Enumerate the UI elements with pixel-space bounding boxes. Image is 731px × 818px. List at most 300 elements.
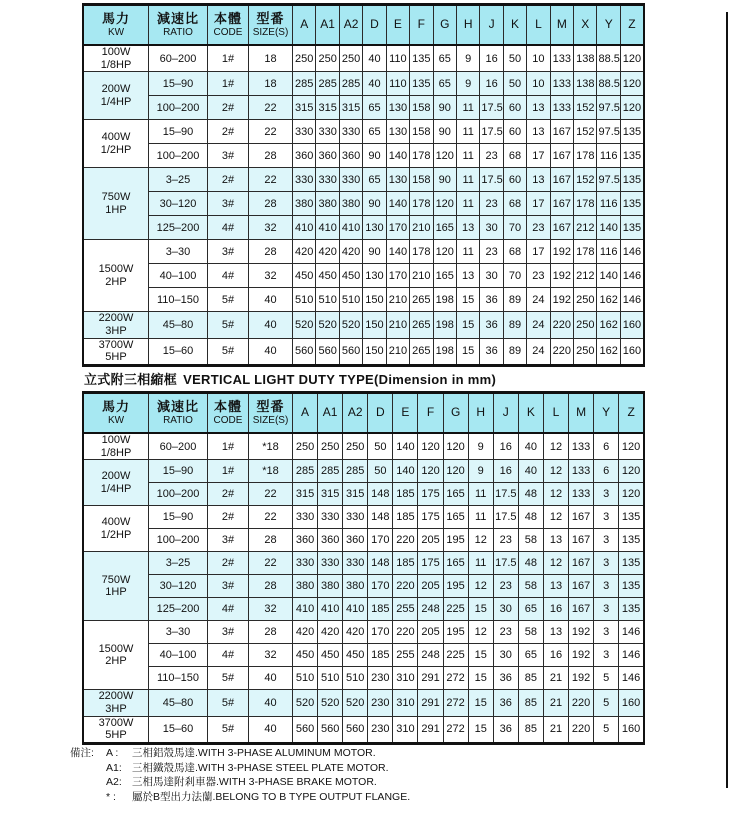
dimension-cell: 133 xyxy=(569,433,594,460)
dimension-cell: 135 xyxy=(619,598,644,621)
dimension-cell: 48 xyxy=(518,483,543,506)
motor-watt: 750W xyxy=(101,191,131,204)
column-header-en: SIZE(S) xyxy=(252,27,289,39)
code-cell: 3# xyxy=(208,240,249,264)
ratio-cell: 3–30 xyxy=(149,621,208,644)
dimension-cell: 146 xyxy=(620,240,644,264)
motor-power-cell xyxy=(83,433,149,460)
dimension-cell: 15 xyxy=(468,716,493,743)
dimension-cell: 12 xyxy=(468,529,493,552)
dimension-cell: 560 xyxy=(318,716,343,743)
dimension-cell: 3 xyxy=(594,529,619,552)
dimension-cell: 58 xyxy=(518,575,543,598)
column-header-en: SIZE(S) xyxy=(252,415,289,427)
dimension-cell: 90 xyxy=(363,144,386,168)
dimension-cell: 520 xyxy=(293,312,316,338)
dimension-cell: 138 xyxy=(574,72,597,96)
dimension-cell: 120 xyxy=(619,483,644,506)
dimension-cell: 210 xyxy=(410,264,433,288)
motor-hp: 1/2HP xyxy=(100,143,132,156)
dimension-cell: 9 xyxy=(456,45,479,72)
dimension-cell: 330 xyxy=(318,552,343,575)
dimension-cell: 21 xyxy=(543,690,568,716)
note-line xyxy=(70,761,410,776)
dimension-cell: 120 xyxy=(620,45,644,72)
dimension-cell: 11 xyxy=(456,96,479,120)
dimension-cell: 36 xyxy=(480,338,503,365)
note-text: 三相鐵殼馬達.WITH 3-PHASE STEEL PLATE MOTOR. xyxy=(132,761,389,774)
dimension-cell: 15 xyxy=(468,644,493,667)
ratio-cell: 100–200 xyxy=(149,144,208,168)
dimension-cell: 510 xyxy=(343,667,368,690)
table-row xyxy=(83,483,644,506)
dimension-cell: 165 xyxy=(443,483,468,506)
dimension-cell: 170 xyxy=(386,264,409,288)
dimension-cell: 65 xyxy=(518,644,543,667)
dimension-cell: 65 xyxy=(363,96,386,120)
dimension-cell: 11 xyxy=(468,506,493,529)
dimension-cell: 330 xyxy=(293,552,318,575)
dimension-cell: 185 xyxy=(368,598,393,621)
table-row xyxy=(83,433,644,460)
dimension-cell: 13 xyxy=(456,216,479,240)
dimension-cell: 120 xyxy=(433,192,456,216)
dimension-cell: 178 xyxy=(574,192,597,216)
column-header-zh: 減速比 xyxy=(156,398,199,414)
dimension-cell: 130 xyxy=(386,96,409,120)
dimension-cell: 23 xyxy=(527,216,550,240)
size-cell: 32 xyxy=(249,216,293,240)
dimension-cell: 30 xyxy=(493,598,518,621)
dimension-cell: 13 xyxy=(527,96,550,120)
motor-power-cell xyxy=(83,552,149,621)
dimension-cell: 178 xyxy=(410,144,433,168)
dimension-cell: 40 xyxy=(518,460,543,483)
dimension-cell: 23 xyxy=(493,575,518,598)
dimension-cell: 120 xyxy=(433,240,456,264)
size-cell: 22 xyxy=(249,120,293,144)
ratio-cell: 100–200 xyxy=(149,483,208,506)
dimension-cell: 135 xyxy=(410,72,433,96)
dimension-cell: 9 xyxy=(468,460,493,483)
dimension-cell: 146 xyxy=(619,644,644,667)
motor-hp: 5HP xyxy=(105,729,127,742)
dimension-cell: 133 xyxy=(550,45,573,72)
dimension-cell: 192 xyxy=(569,644,594,667)
dimension-cell: 255 xyxy=(393,598,418,621)
dimension-column-header: L xyxy=(527,5,550,46)
ratio-cell: 3–25 xyxy=(149,552,208,575)
dimension-cell: 140 xyxy=(393,433,418,460)
note-line xyxy=(70,746,410,761)
dimension-cell: 50 xyxy=(503,72,526,96)
table-row xyxy=(83,120,644,144)
size-cell: 32 xyxy=(249,264,293,288)
dimension-cell: 85 xyxy=(518,716,543,743)
dimension-cell: 12 xyxy=(543,552,568,575)
dimension-cell: 133 xyxy=(550,96,573,120)
dimension-column-header: F xyxy=(418,393,443,434)
dimension-cell: 148 xyxy=(368,552,393,575)
dimension-cell: 3 xyxy=(594,552,619,575)
note-key: A : xyxy=(106,747,119,759)
motor-watt: 1500W xyxy=(98,263,134,276)
dimension-column-header: L xyxy=(543,393,568,434)
dimension-cell: 225 xyxy=(443,598,468,621)
ratio-cell: 60–200 xyxy=(149,433,208,460)
dimension-cell: 560 xyxy=(316,338,339,365)
dimension-cell: 11 xyxy=(468,552,493,575)
dimension-cell: 450 xyxy=(293,644,318,667)
dimension-cell: 510 xyxy=(318,667,343,690)
dimension-cell: 48 xyxy=(518,506,543,529)
note-key: A2: xyxy=(106,776,122,789)
dimension-cell: 410 xyxy=(293,598,318,621)
dimension-cell: 158 xyxy=(410,120,433,144)
column-header xyxy=(249,393,293,434)
dimension-cell: 285 xyxy=(316,72,339,96)
note-line xyxy=(70,790,410,805)
dimension-cell: 23 xyxy=(493,529,518,552)
dimension-column-header: A xyxy=(293,5,316,46)
dimension-cell: 230 xyxy=(368,690,393,716)
table-row xyxy=(83,644,644,667)
dimension-cell: 220 xyxy=(393,575,418,598)
dimension-column-header: M xyxy=(569,393,594,434)
dimension-cell: 120 xyxy=(433,144,456,168)
motor-watt: 2200W xyxy=(98,690,134,703)
code-cell: 2# xyxy=(208,483,249,506)
motor-power-cell xyxy=(83,120,149,168)
code-cell: 3# xyxy=(208,144,249,168)
dimension-cell: 23 xyxy=(527,264,550,288)
dimension-cell: 150 xyxy=(363,312,386,338)
dimension-cell: 23 xyxy=(480,240,503,264)
dimension-cell: 167 xyxy=(569,598,594,621)
dimension-column-header: A xyxy=(293,393,318,434)
column-header-zh: 型番 xyxy=(256,10,285,26)
dimension-cell: 23 xyxy=(480,192,503,216)
motor-hp: 3HP xyxy=(105,324,127,337)
dimension-cell: 12 xyxy=(543,460,568,483)
code-cell: 2# xyxy=(208,96,249,120)
dimension-cell: 9 xyxy=(456,72,479,96)
dimension-cell: 167 xyxy=(550,216,573,240)
dimension-cell: 285 xyxy=(293,460,318,483)
dimension-cell: 248 xyxy=(418,644,443,667)
size-cell: 22 xyxy=(249,96,293,120)
dimension-cell: 210 xyxy=(386,338,409,365)
dimension-cell: 198 xyxy=(433,312,456,338)
dimension-cell: 130 xyxy=(386,120,409,144)
size-cell: 32 xyxy=(249,598,293,621)
motor-hp: 1/8HP xyxy=(100,446,132,459)
vertical-table-title-zh: 立式附三相縮框 xyxy=(84,372,178,387)
dimension-cell: 150 xyxy=(363,338,386,365)
dimension-cell: 330 xyxy=(343,552,368,575)
ratio-cell: 60–200 xyxy=(149,45,208,72)
code-cell: 4# xyxy=(208,598,249,621)
dimension-cell: 12 xyxy=(468,575,493,598)
table-row xyxy=(83,575,644,598)
table-row xyxy=(83,460,644,483)
dimension-cell: 360 xyxy=(293,529,318,552)
dimension-cell: 17.5 xyxy=(493,552,518,575)
size-cell: 40 xyxy=(249,288,293,312)
dimension-column-header: E xyxy=(393,393,418,434)
dimension-cell: 330 xyxy=(339,168,362,192)
dimension-cell: 520 xyxy=(318,690,343,716)
dimension-cell: 5 xyxy=(594,690,619,716)
dimension-cell: 120 xyxy=(619,433,644,460)
dimension-cell: 85 xyxy=(518,667,543,690)
table-row xyxy=(83,168,644,192)
dimension-cell: 90 xyxy=(363,192,386,216)
motor-hp: 2HP xyxy=(105,275,127,288)
column-header xyxy=(208,393,249,434)
size-cell: 40 xyxy=(249,338,293,365)
dimension-column-header: H xyxy=(456,5,479,46)
dimension-cell: 36 xyxy=(493,690,518,716)
column-header xyxy=(149,5,208,46)
dimension-cell: 265 xyxy=(410,338,433,365)
dimension-column-header: D xyxy=(368,393,393,434)
dimension-cell: 12 xyxy=(543,433,568,460)
dimension-cell: 330 xyxy=(293,120,316,144)
dimension-cell: 140 xyxy=(386,240,409,264)
column-header-zh: 減速比 xyxy=(156,10,199,26)
dimension-cell: 60 xyxy=(503,96,526,120)
ratio-cell: 15–90 xyxy=(149,72,208,96)
size-cell: *18 xyxy=(249,460,293,483)
dimension-cell: 15 xyxy=(468,690,493,716)
dimension-cell: 310 xyxy=(393,716,418,743)
dimension-cell: 560 xyxy=(343,716,368,743)
dimension-cell: 50 xyxy=(368,460,393,483)
dimension-cell: 120 xyxy=(620,96,644,120)
dimension-cell: 130 xyxy=(363,264,386,288)
dimension-cell: 70 xyxy=(503,216,526,240)
dimension-cell: 185 xyxy=(393,552,418,575)
code-cell: 3# xyxy=(208,621,249,644)
dimension-cell: 3 xyxy=(594,483,619,506)
motor-hp: 1HP xyxy=(105,203,127,216)
dimension-cell: 17.5 xyxy=(480,120,503,144)
dimension-cell: 272 xyxy=(443,690,468,716)
dimension-cell: 560 xyxy=(293,716,318,743)
dimension-cell: 250 xyxy=(316,45,339,72)
motor-hp: 1/4HP xyxy=(100,482,132,495)
motor-power-cell xyxy=(83,460,149,506)
dimension-cell: 13 xyxy=(456,264,479,288)
size-cell: *18 xyxy=(249,433,293,460)
dimension-cell: 220 xyxy=(550,312,573,338)
dimension-cell: 162 xyxy=(597,288,620,312)
dimension-cell: 135 xyxy=(620,216,644,240)
dimension-cell: 11 xyxy=(456,120,479,144)
dimension-cell: 12 xyxy=(543,506,568,529)
dimension-cell: 250 xyxy=(574,338,597,365)
dimension-cell: 167 xyxy=(569,506,594,529)
dimension-cell: 17 xyxy=(527,240,550,264)
dimension-cell: 50 xyxy=(503,45,526,72)
dimension-cell: 330 xyxy=(343,506,368,529)
dimension-cell: 510 xyxy=(293,667,318,690)
dimension-cell: 24 xyxy=(527,338,550,365)
dimension-cell: 150 xyxy=(363,288,386,312)
dimension-cell: 89 xyxy=(503,288,526,312)
dimension-cell: 560 xyxy=(293,338,316,365)
ratio-cell: 15–90 xyxy=(149,506,208,529)
dimension-cell: 185 xyxy=(393,506,418,529)
dimension-cell: 178 xyxy=(410,192,433,216)
dimension-cell: 450 xyxy=(318,644,343,667)
dimension-cell: 167 xyxy=(569,552,594,575)
code-cell: 5# xyxy=(208,716,249,743)
dimension-cell: 167 xyxy=(550,168,573,192)
dimension-column-header: J xyxy=(493,393,518,434)
dimension-cell: 36 xyxy=(480,312,503,338)
dimension-cell: 120 xyxy=(418,460,443,483)
dimension-cell: 40 xyxy=(363,72,386,96)
dimension-cell: 198 xyxy=(433,288,456,312)
size-cell: 22 xyxy=(249,552,293,575)
dimension-cell: 140 xyxy=(393,460,418,483)
dimension-cell: 560 xyxy=(339,338,362,365)
dimension-cell: 167 xyxy=(550,192,573,216)
dimension-cell: 330 xyxy=(316,120,339,144)
size-cell: 32 xyxy=(249,644,293,667)
dimension-cell: 510 xyxy=(316,288,339,312)
dimension-cell: 265 xyxy=(410,288,433,312)
ratio-cell: 110–150 xyxy=(149,288,208,312)
dimension-cell: 212 xyxy=(574,264,597,288)
table-row xyxy=(83,96,644,120)
dimension-cell: 135 xyxy=(620,168,644,192)
dimension-cell: 17 xyxy=(527,144,550,168)
dimension-cell: 160 xyxy=(619,690,644,716)
dimension-cell: 90 xyxy=(433,96,456,120)
note-text: 屬於B型出力法蘭.BELONG TO B TYPE OUTPUT FLANGE. xyxy=(132,790,411,803)
dimension-cell: 315 xyxy=(343,483,368,506)
dimension-cell: 205 xyxy=(418,621,443,644)
column-header-en: KW xyxy=(107,415,125,427)
dimension-cell: 12 xyxy=(543,483,568,506)
size-cell: 22 xyxy=(249,168,293,192)
ratio-cell: 125–200 xyxy=(149,598,208,621)
dimension-column-header: G xyxy=(443,393,468,434)
dimension-cell: 6 xyxy=(594,460,619,483)
dimension-cell: 10 xyxy=(527,72,550,96)
dimension-cell: 16 xyxy=(543,644,568,667)
dimension-cell: 167 xyxy=(569,575,594,598)
motor-power-cell xyxy=(83,506,149,552)
dimension-cell: 265 xyxy=(410,312,433,338)
dimension-cell: 250 xyxy=(293,433,318,460)
ratio-cell: 45–80 xyxy=(149,312,208,338)
size-cell: 28 xyxy=(249,529,293,552)
ratio-cell: 30–120 xyxy=(149,575,208,598)
dimension-cell: 420 xyxy=(316,240,339,264)
note-key: A1: xyxy=(106,761,122,774)
dimension-column-header: G xyxy=(433,5,456,46)
dimension-cell: 146 xyxy=(619,667,644,690)
dimension-cell: 510 xyxy=(293,288,316,312)
table-row xyxy=(83,667,644,690)
dimension-cell: 68 xyxy=(503,192,526,216)
dimension-cell: 120 xyxy=(443,460,468,483)
column-header-zh: 型番 xyxy=(256,398,285,414)
ratio-cell: 30–120 xyxy=(149,192,208,216)
table-row xyxy=(83,288,644,312)
dimension-cell: 195 xyxy=(443,529,468,552)
dimension-cell: 230 xyxy=(368,716,393,743)
dimension-cell: 58 xyxy=(518,621,543,644)
dimension-cell: 40 xyxy=(518,433,543,460)
dimension-cell: 520 xyxy=(339,312,362,338)
dimension-cell: 220 xyxy=(550,338,573,365)
dimension-cell: 220 xyxy=(569,690,594,716)
dimension-cell: 12 xyxy=(468,621,493,644)
dimension-cell: 380 xyxy=(316,192,339,216)
dimension-cell: 450 xyxy=(293,264,316,288)
dimension-cell: 88.5 xyxy=(597,72,620,96)
motor-power-cell xyxy=(83,45,149,72)
dimension-cell: 90 xyxy=(363,240,386,264)
dimension-cell: 158 xyxy=(410,168,433,192)
motor-watt: 2200W xyxy=(98,312,134,325)
dimension-cell: 16 xyxy=(493,433,518,460)
dimension-cell: 24 xyxy=(527,312,550,338)
size-cell: 22 xyxy=(249,483,293,506)
dimension-cell: 330 xyxy=(293,168,316,192)
dimension-cell: 11 xyxy=(456,240,479,264)
size-cell: 40 xyxy=(249,667,293,690)
dimension-cell: 250 xyxy=(343,433,368,460)
dimension-cell: 380 xyxy=(293,192,316,216)
dimension-cell: 250 xyxy=(574,288,597,312)
dimension-cell: 248 xyxy=(418,598,443,621)
code-cell: 5# xyxy=(208,288,249,312)
column-header-en: KW xyxy=(107,27,125,39)
dimension-cell: 135 xyxy=(620,144,644,168)
dimension-column-header: X xyxy=(574,5,597,46)
dimension-column-header: F xyxy=(410,5,433,46)
table-row xyxy=(83,552,644,575)
dimension-cell: 205 xyxy=(418,529,443,552)
column-header xyxy=(83,393,149,434)
header-row xyxy=(83,393,644,434)
dimension-cell: 450 xyxy=(316,264,339,288)
dimension-cell: 420 xyxy=(318,621,343,644)
dimension-cell: 135 xyxy=(619,506,644,529)
dimension-cell: 110 xyxy=(386,72,409,96)
dimension-cell: 420 xyxy=(293,240,316,264)
dimension-cell: 140 xyxy=(597,264,620,288)
dimension-cell: 148 xyxy=(368,506,393,529)
dimension-cell: 11 xyxy=(456,144,479,168)
dimension-cell: 89 xyxy=(503,338,526,365)
dimension-cell: 291 xyxy=(418,667,443,690)
motor-hp: 1/2HP xyxy=(100,528,132,541)
dimension-cell: 450 xyxy=(339,264,362,288)
dimension-cell: 140 xyxy=(597,216,620,240)
dimension-cell: 65 xyxy=(433,72,456,96)
dimension-cell: 220 xyxy=(569,716,594,743)
dimension-cell: 60 xyxy=(503,168,526,192)
column-header xyxy=(208,5,249,46)
dimension-cell: 192 xyxy=(550,240,573,264)
